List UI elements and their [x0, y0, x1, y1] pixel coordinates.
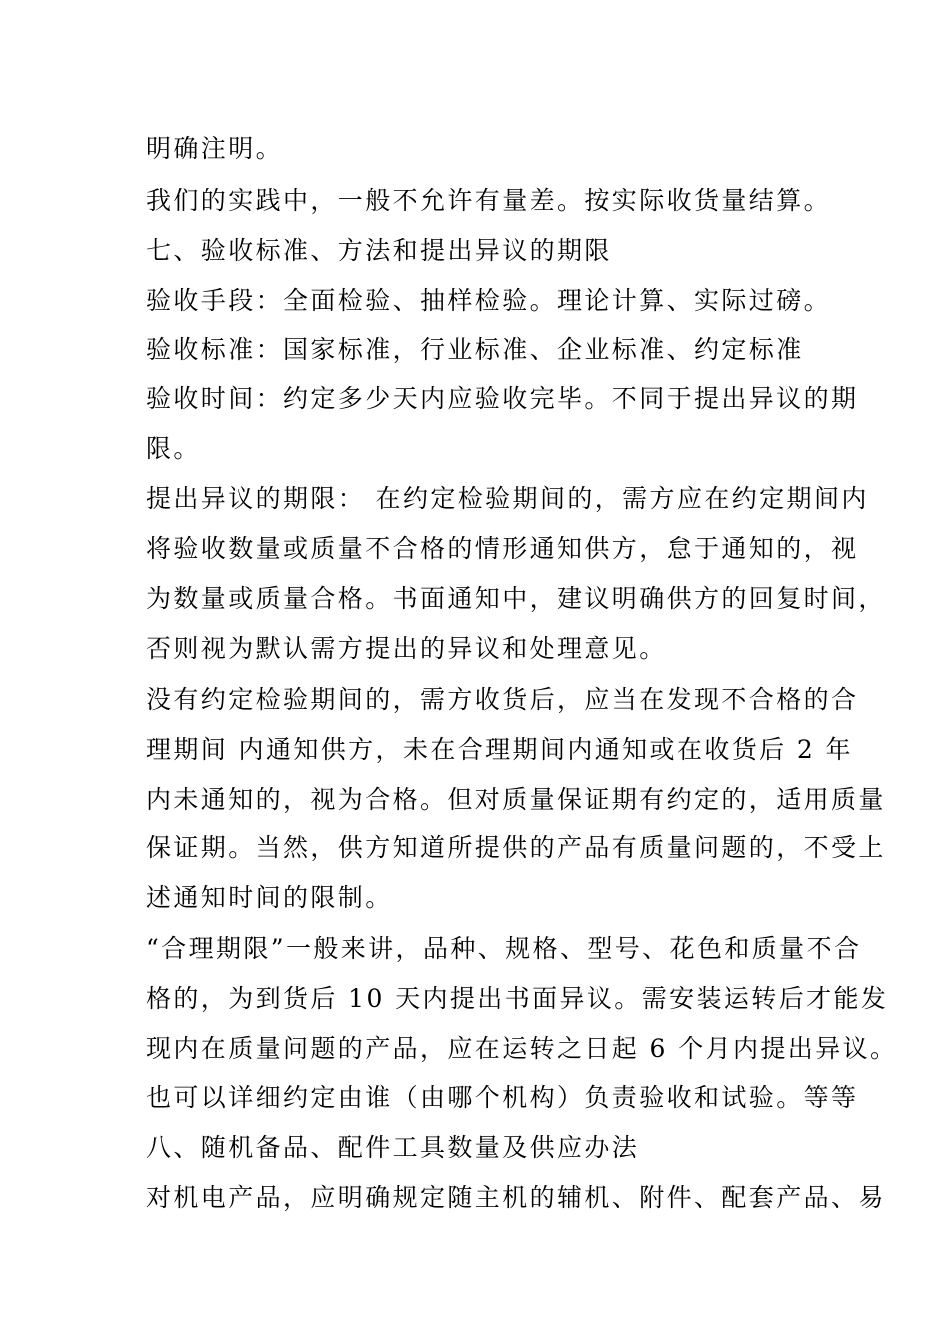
- text-line: 验收时间：约定多少天内应验收完毕。不同于提出异议的期: [146, 384, 859, 413]
- section-heading: 七、验收标准、方法和提出异议的期限: [146, 236, 612, 265]
- text-line: 将验收数量或质量不合格的情形通知供方，怠于通知的，视: [146, 534, 859, 563]
- text-line: 明确注明。: [146, 134, 284, 163]
- text-line: 理期间 内通知供方，未在合理期间内通知或在收货后 2 年: [146, 735, 853, 764]
- text-line: 保证期。当然，供方知道所提供的产品有质量问题的，不受上: [146, 833, 886, 862]
- text-line: 我们的实践中，一般不允许有量差。按实际收货量结算。: [146, 186, 832, 215]
- text-line: “合理期限”一般来讲，品种、规格、型号、花色和质量不合: [146, 934, 862, 963]
- section-heading: 八、随机备品、配件工具数量及供应办法: [146, 1133, 640, 1162]
- text-line: 提出异议的期限： 在约定检验期间的，需方应在约定期间内: [146, 484, 869, 513]
- text-line: 也可以详细约定由谁（由哪个机构）负责验收和试验。等等: [146, 1083, 859, 1112]
- text-line: 对机电产品，应明确规定随主机的辅机、附件、配套产品、易: [146, 1183, 886, 1212]
- text-line: 限。: [146, 434, 201, 463]
- text-line: 验收标准：国家标准，行业标准、企业标准、约定标准: [146, 335, 804, 364]
- text-line: 格的，为到货后 10 天内提出书面异议。需安装运转后才能发: [146, 984, 889, 1013]
- text-line: 内未通知的，视为合格。但对质量保证期有约定的，适用质量: [146, 785, 886, 814]
- text-line: 现内在质量问题的产品，应在运转之日起 6 个月内提出异议。: [146, 1034, 898, 1063]
- text-line: 验收手段：全面检验、抽样检验。理论计算、实际过磅。: [146, 286, 832, 315]
- text-line: 为数量或质量合格。书面通知中，建议明确供方的回复时间，: [146, 584, 886, 613]
- text-line: 没有约定检验期间的，需方收货后，应当在发现不合格的合: [146, 685, 859, 714]
- text-line: 否则视为默认需方提出的异议和处理意见。: [146, 634, 667, 663]
- text-line: 述通知时间的限制。: [146, 883, 393, 912]
